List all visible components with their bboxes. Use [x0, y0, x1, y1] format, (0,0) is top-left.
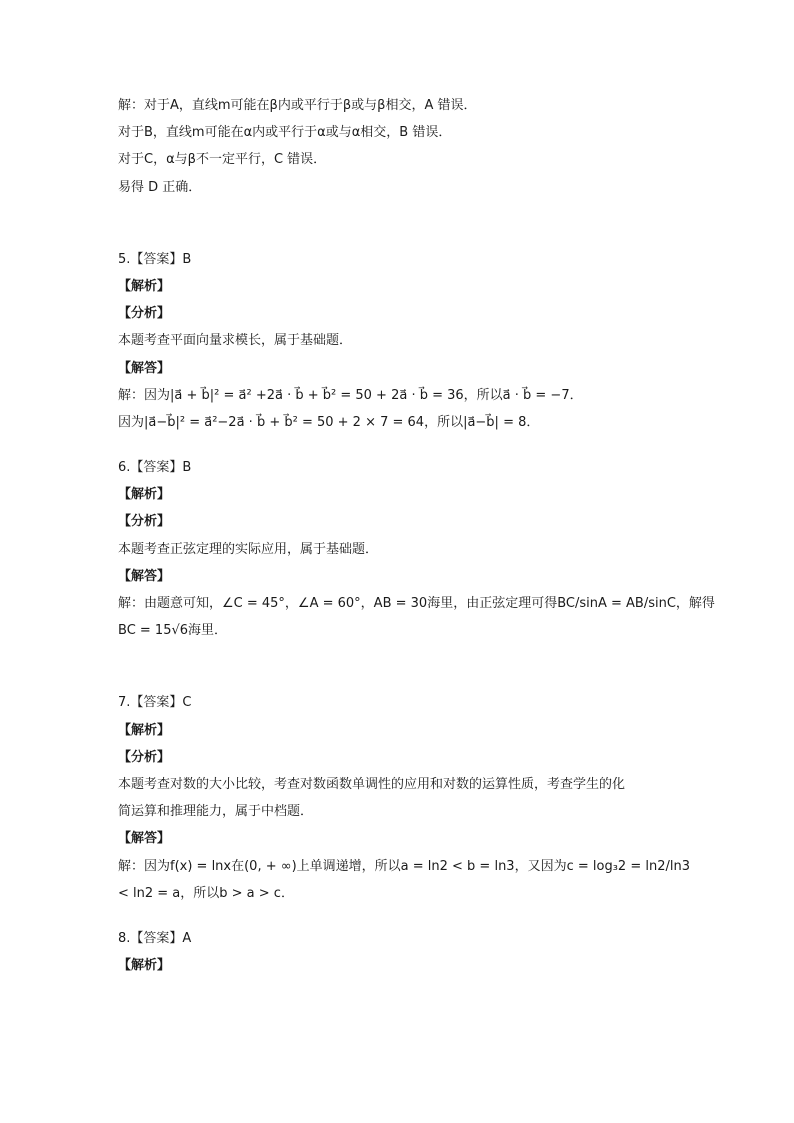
- answer-header: 5.【答案】B: [118, 251, 192, 267]
- solution-line: 解：对于A，直线m可能在β内或平行于β或与β相交，A 错误．: [118, 98, 477, 113]
- answer-section-4: [118, 92, 678, 201]
- solution-label: 【解答】: [118, 831, 171, 847]
- solution-line: < ln2 = a，所以b > a > c．: [118, 885, 294, 901]
- breakdown-label: 【分析】: [118, 514, 171, 530]
- answer-section-5: [118, 246, 678, 436]
- analysis-label: 【解析】: [118, 958, 171, 974]
- solution-label: 【解答】: [118, 360, 171, 376]
- breakdown-text: 简运算和推理能力，属于中档题．: [118, 804, 314, 820]
- answer-section-7: [118, 689, 690, 907]
- answer-section-8: [118, 925, 678, 979]
- solution-line: BC = 15√6海里．: [118, 623, 228, 639]
- solution-line: 对于C，α与β不一定平行，C 错误．: [118, 152, 327, 168]
- solution-line: 解：由题意可知，∠C = 45°，∠A = 60°，AB = 30海里，由正弦定理可得BC/sinA = AB/sinC，解得: [118, 596, 715, 611]
- solution-line: 易得 D 正确．: [118, 179, 202, 195]
- breakdown-text: 本题考查正弦定理的实际应用，属于基础题．: [118, 541, 379, 557]
- answer-header: 7.【答案】C: [118, 695, 192, 711]
- analysis-label: 【解析】: [118, 487, 171, 503]
- solution-line: 解：因为|a⃗ + b⃗|² = a⃗² +2a⃗ · b⃗ + b⃗² = 50 + 2a⃗ · b⃗ = 36，所以a⃗ · b⃗ = −7．: [118, 387, 583, 403]
- breakdown-label: 【分析】: [118, 306, 171, 322]
- solution-line: 对于B，直线m可能在α内或平行于α或与α相交，B 错误．: [118, 125, 452, 141]
- analysis-label: 【解析】: [118, 722, 171, 738]
- solution-line: 因为|a⃗−b⃗|² = a⃗²−2a⃗ · b⃗ + b⃗² = 50 + 2 × 7 = 64，所以|a⃗−b⃗| = 8．: [118, 414, 540, 430]
- breakdown-label: 【分析】: [118, 749, 171, 765]
- analysis-label: 【解析】: [118, 278, 171, 294]
- answer-header: 8.【答案】A: [118, 930, 192, 946]
- answer-header: 6.【答案】B: [118, 460, 192, 476]
- breakdown-text: 本题考查对数的大小比较，考查对数函数单调性的应用和对数的运算性质，考查学生的化: [118, 776, 626, 792]
- answer-section-6: [118, 454, 715, 644]
- breakdown-text: 本题考查平面向量求模长，属于基础题．: [118, 333, 353, 349]
- solution-label: 【解答】: [118, 568, 171, 584]
- solution-line: 解：因为f(x) = lnx在(0, + ∞)上单调递增，所以a = ln2 < b = ln3，又因为c = log₃2 = ln2/ln3: [118, 858, 690, 874]
- document-page: [118, 92, 715, 979]
